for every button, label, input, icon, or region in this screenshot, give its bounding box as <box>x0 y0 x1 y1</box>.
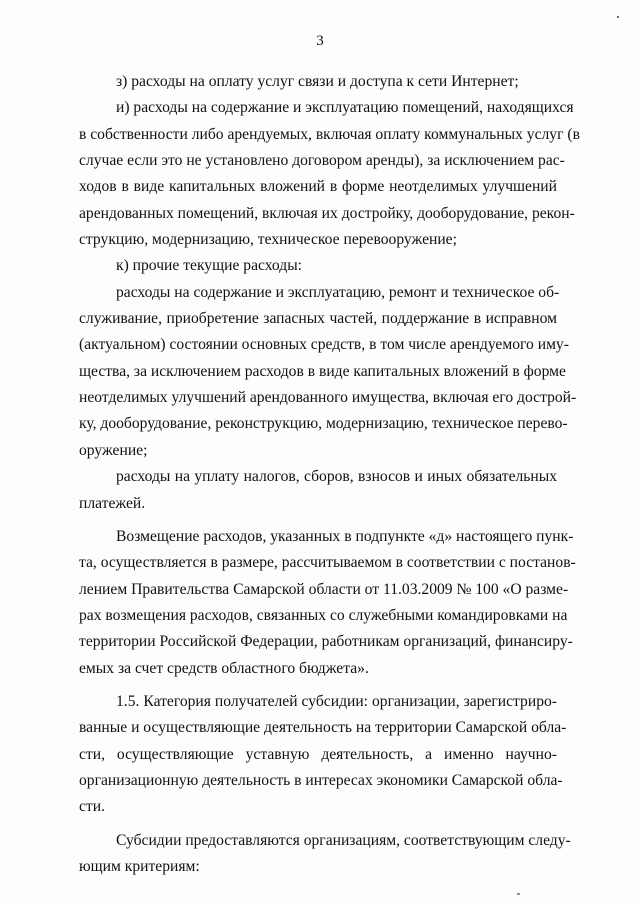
text-line: в собственности либо арендуемых, включая оплату коммунальных услуг (в <box>79 125 580 143</box>
text-line: струкцию, модернизацию, техническое перевооружение; <box>79 231 457 249</box>
text-line: (актуальном) состоянии основных средств, в том числе арендуемого иму- <box>79 336 569 354</box>
text-line: неотделимых улучшений арендованного имущества, включая его дострой- <box>79 389 577 407</box>
text-line: к) прочие текущие расходы: <box>116 257 302 275</box>
text-line: территории Российской Федерации, работникам организаций, финансиру- <box>79 633 573 651</box>
text-line: емых за счет средств областного бюджета». <box>79 659 369 677</box>
text-line: лением Правительства Самарской области от 11.03.2009 № 100 «О разме- <box>79 580 569 598</box>
text-line: та, осуществляется в размере, рассчитываемом в соответствии с постанов- <box>79 554 576 572</box>
page-number: 3 <box>316 33 324 49</box>
text-line: расходы на уплату налогов, сборов, взносов и иных обязательных <box>116 468 557 486</box>
text-line: з) расходы на оплату услуг связи и доступа к сети Интернет; <box>116 73 519 90</box>
text-line: сти, осуществляющие уставную деятельность, а именно научно- <box>79 745 557 763</box>
text-line: ходов в виде капитальных вложений в форме неотделимых улучшений <box>79 178 557 196</box>
text-line: арендованных помещений, включая их достройку, дооборудование, рекон- <box>79 204 575 222</box>
document-body <box>79 69 580 880</box>
text-line: Возмещение расходов, указанных в подпункте «д» настоящего пунк- <box>116 527 574 545</box>
text-line: ку, дооборудование, реконструкцию, модернизацию, техническое перево- <box>79 415 568 433</box>
text-line: щества, за исключением расходов в виде капитальных вложений в форме <box>79 362 566 380</box>
text-line: платежей. <box>79 494 146 512</box>
text-line: Субсидии предоставляются организациям, соответствующим следу- <box>116 831 571 849</box>
scan-speck <box>617 16 619 18</box>
text-line: служивание, приобретение запасных частей, поддержание в исправном <box>79 310 557 328</box>
text-line: ющим критериям: <box>79 857 200 875</box>
scan-speck <box>517 893 520 895</box>
text-line: рах возмещения расходов, связанных со служебными командировками на <box>79 606 568 624</box>
text-line: ванные и осуществляющие деятельность на территории Самарской обла- <box>79 719 567 737</box>
text-line: 1.5. Категория получателей субсидии: организации, зарегистриро- <box>116 692 557 710</box>
text-line: организационную деятельность в интересах экономики Самарской обла- <box>79 771 563 789</box>
text-line: и) расходы на содержание и эксплуатацию помещений, находящихся <box>116 99 574 117</box>
text-line: расходы на содержание и эксплуатацию, ремонт и техническое об- <box>116 283 560 301</box>
text-line: случае если это не установлено договором аренды), за исключением рас- <box>79 152 565 170</box>
text-line: сти. <box>79 798 105 816</box>
text-line: оружение; <box>79 441 148 459</box>
